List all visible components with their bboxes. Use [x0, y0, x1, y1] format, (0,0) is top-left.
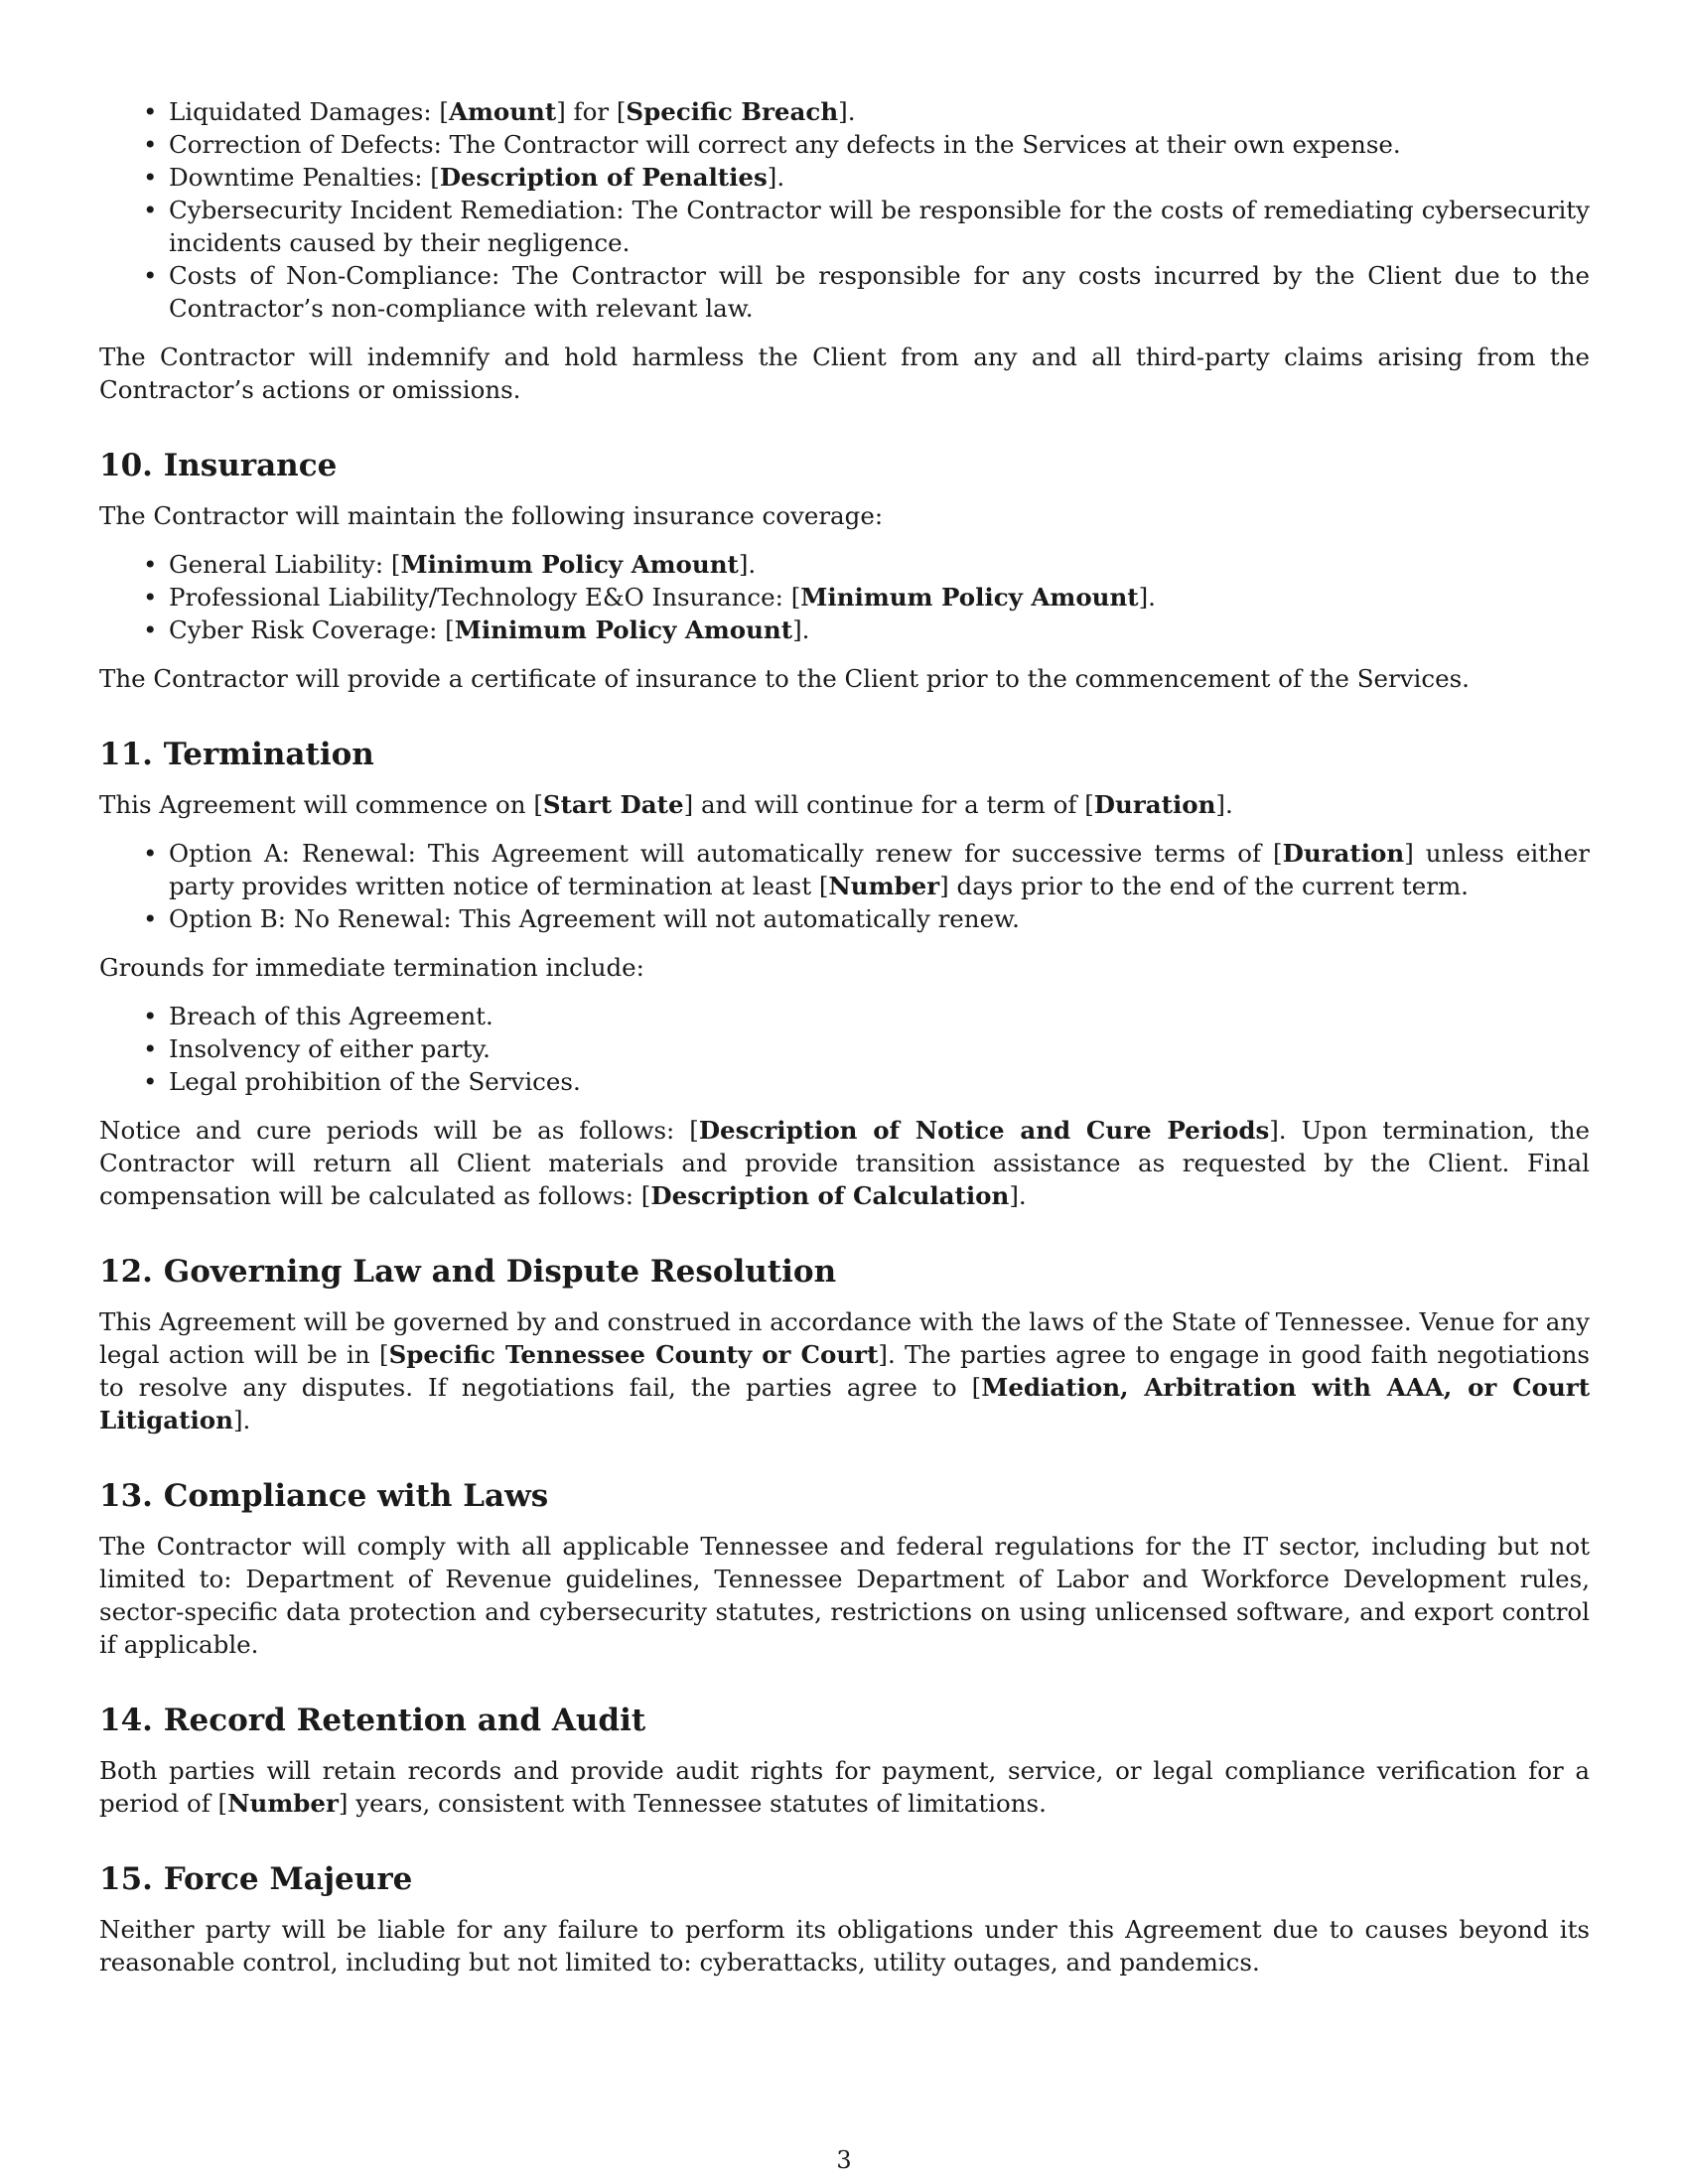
list-item: • Professional Liability/Technology E&O Insurance: [Minimum Policy Amount].: [169, 581, 1590, 614]
list-item: • Breach of this Agreement.: [169, 1000, 1590, 1032]
list-item: • General Liability: [Minimum Policy Amount].: [169, 548, 1590, 581]
section-heading-termination: 11. Termination: [99, 737, 374, 772]
list-item: • Option A: Renewal: This Agreement will automatically renew for successive terms of [Duration] unless either party provides written notice of termination at least [Number] days prior to the end of the current term.: [169, 837, 1590, 902]
grounds-intro: Grounds for immediate termination include:: [99, 953, 644, 982]
list-item: • Legal prohibition of the Services.: [169, 1065, 1590, 1098]
record-retention-paragraph: Both parties will retain records and provide audit rights for payment, service, or legal compliance verification for a period of [Number] years, consistent with Tennessee statutes of limitations.: [99, 1756, 1590, 1818]
insurance-list: [99, 548, 1590, 646]
list-item: • Option B: No Renewal: This Agreement will not automatically renew.: [169, 902, 1590, 935]
section-heading-force-majeure: 15. Force Majeure: [99, 1861, 413, 1897]
list-item: • Correction of Defects: The Contractor will correct any defects in the Services at their own expense.: [169, 128, 1590, 161]
remedies-list: [99, 95, 1590, 325]
insurance-intro: The Contractor will maintain the following insurance coverage:: [99, 501, 884, 530]
indemnify-paragraph: The Contractor will indemnify and hold harmless the Client from any and all third-party claims arising from the Contractor’s actions or omissions.: [99, 342, 1590, 404]
list-item: • Downtime Penalties: [Description of Penalties].: [169, 161, 1590, 194]
document-page: [99, 95, 1590, 1979]
section-heading-insurance: 10. Insurance: [99, 448, 338, 483]
section-heading-compliance: 13. Compliance with Laws: [99, 1478, 549, 1514]
list-item: • Cyber Risk Coverage: [Minimum Policy Amount].: [169, 614, 1590, 646]
insurance-outro: The Contractor will provide a certificate of insurance to the Client prior to the commencement of the Services.: [99, 664, 1470, 693]
list-item: • Insolvency of either party.: [169, 1032, 1590, 1065]
page-number: 3: [836, 2146, 852, 2174]
list-item: • Cybersecurity Incident Remediation: The Contractor will be responsible for the costs of remediating cybersecurity incidents caused by their negligence.: [169, 194, 1590, 259]
grounds-list: [99, 1000, 1590, 1098]
force-majeure-paragraph: Neither party will be liable for any failure to perform its obligations under this Agreement due to causes beyond its reasonable control, including but not limited to: cyberattacks, utility outages, and pandemics.: [99, 1915, 1590, 1977]
compliance-paragraph: The Contractor will comply with all applicable Tennessee and federal regulations for the IT sector, including but not limited to: Department of Revenue guidelines, Tennessee Department of Labor and Workforce Development rules, sector-specific data protection and cybersecurity statutes, restrictions on using unlicensed software, and export control if applicable.: [99, 1532, 1590, 1659]
list-item: • Costs of Non-Compliance: The Contractor will be responsible for any costs incurred by the Client due to the Contractor’s non-compliance with relevant law.: [169, 259, 1590, 325]
list-item: • Liquidated Damages: [Amount] for [Specific Breach].: [169, 95, 1590, 128]
governing-law-paragraph: This Agreement will be governed by and construed in accordance with the laws of the State of Tennessee. Venue for any legal action will be in [Specific Tennessee County or Court]. The parties agree to engage in good faith negotiations to resolve any disputes. If negotiations fail, the parties agree to [Mediation, Arbitration with AAA, or Court Litigation].: [99, 1307, 1591, 1434]
termination-intro: This Agreement will commence on [Start Date] and will continue for a term of [Duration].: [99, 790, 1233, 819]
renewal-options-list: [99, 837, 1590, 935]
section-heading-governing-law: 12. Governing Law and Dispute Resolution: [99, 1254, 837, 1290]
notice-paragraph: Notice and cure periods will be as follows: [Description of Notice and Cure Periods]. Upon termination, the Contractor will return all Client materials and provide transition assistance as requested by the Client. Final compensation will be calculated as follows: [Description of Calculation].: [99, 1116, 1590, 1210]
section-heading-record-retention: 14. Record Retention and Audit: [99, 1703, 646, 1738]
